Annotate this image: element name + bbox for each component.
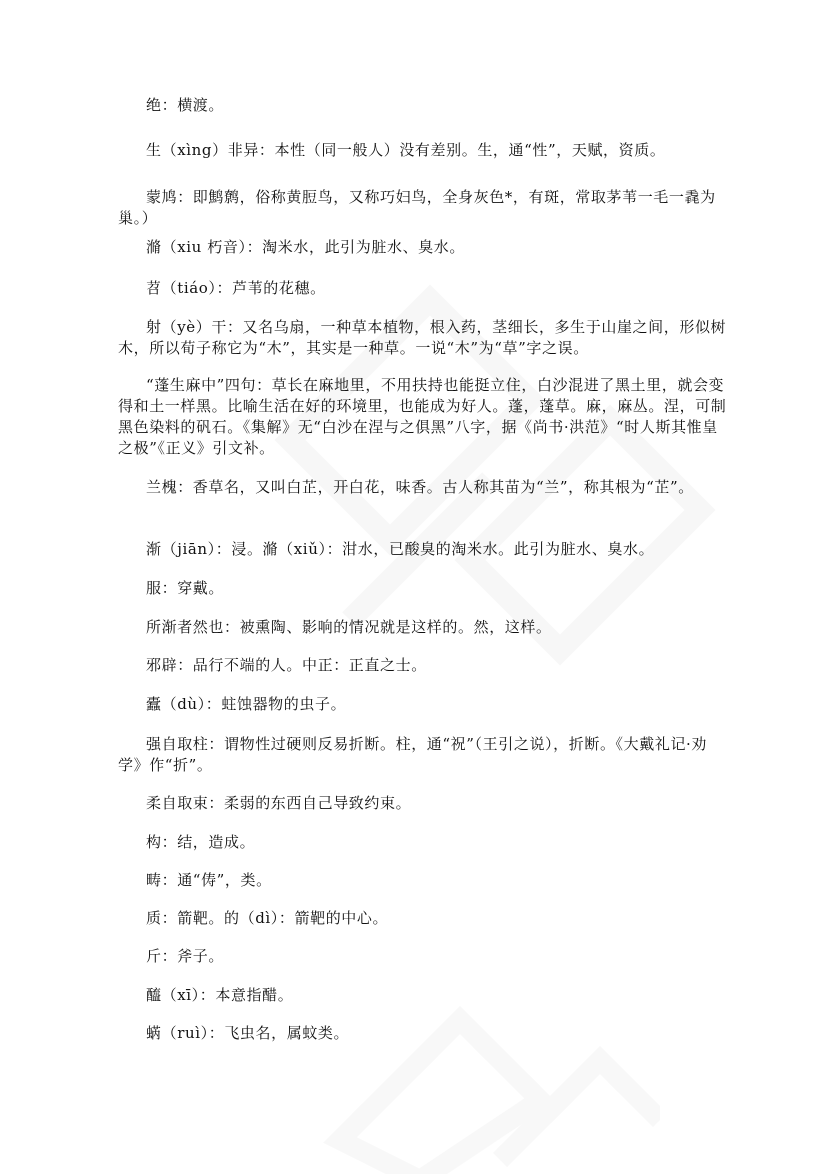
note-tiao: 苕（tiáo）：芦苇的花穗。 (146, 279, 326, 297)
note-peng-sheng-ma-zhong: “蓬生麻中”四句：草长在麻地里，不用扶持也能挺立住，白沙混进了黑土里，就会变得和土一样黑。比喻生活在好的环境里，也能成为好人。蓬，蓬草。麻，麻丛。涅，可制黑色染料的矾石。《集解》无“白沙在涅与之俱黑”八字，据《尚书·洪范》“时人斯其惟皇之极”《正义》引文补。 (118, 376, 727, 457)
note-jian: 渐（jiān）：浸。滫（xiǔ）：泔水，已酸臭的淘米水。此引为脏水、臭水。 (146, 540, 655, 558)
note-zhi: 质：箭靶。的（dì）：箭靶的中心。 (146, 909, 389, 927)
note-du: 蠹（dù）：蛀蚀器物的虫子。 (146, 695, 347, 713)
note-xie-pi: 邪辟：品行不端的人。中正：正直之士。 (146, 656, 427, 674)
note-jin: 斤：斧子。 (146, 947, 225, 965)
note-chou: 畴：通“俦”，类。 (146, 871, 272, 889)
note-ye-gan: 射（yè）干：又名乌扇，一种草本植物，根入药，茎细长，多生于山崖之间，形似树木，所以荀子称它为“木”，其实是一种草。一说“木”为“草”字之误。 (118, 318, 727, 357)
note-rou-zi-qu-shu: 柔自取束：柔弱的东西自己导致约束。 (146, 794, 412, 812)
note-lan-huai: 兰槐：香草名，又叫白芷，开白花，味香。古人称其苗为“兰”，称其根为“芷”。 (146, 478, 694, 496)
note-xiu-1: 滫（xiu 朽音）：淘米水，此引为脏水、臭水。 (146, 238, 465, 256)
note-suo-jian-zhe: 所渐者然也：被熏陶、影响的情况就是这样的。然，这样。 (146, 618, 552, 636)
note-gou: 构：结，造成。 (146, 833, 256, 851)
note-xi: 醯（xī）：本意指醋。 (146, 986, 294, 1004)
note-fu: 服：穿戴。 (146, 579, 225, 597)
note-qiang-zi-qu-zhu: 强自取柱：谓物性过硬则反易折断。柱，通“祝”（王引之说），折断。《大戴礼记·劝学》作“折”。 (118, 735, 708, 774)
note-meng-jiu: 蒙鸠：即鹪鹩，俗称黄脰鸟，又称巧妇鸟，全身灰色*，有斑，常取茅苇一毛一毳为巢。） (118, 188, 716, 227)
note-xing-fei-yi: 生（xìng）非异：本性（同一般人）没有差别。生，通“性”，天赋，资质。 (146, 141, 666, 159)
note-rui: 蜹（ruì）：飞虫名，属蚊类。 (146, 1024, 350, 1042)
note-jue: 绝：横渡。 (146, 96, 225, 114)
